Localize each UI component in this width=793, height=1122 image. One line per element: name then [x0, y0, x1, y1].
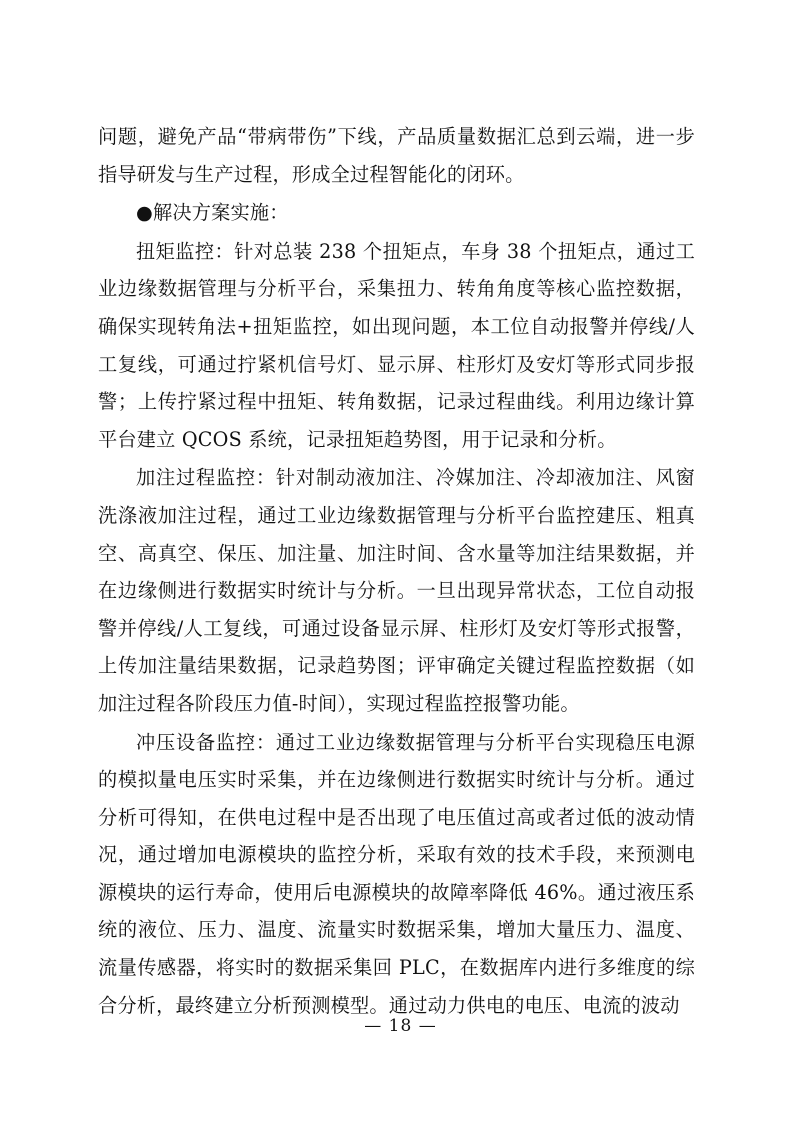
- paragraph-torque-monitoring: 扭矩监控：针对总装 238 个扭矩点，车身 38 个扭矩点，通过工业边缘数据管理与分析平台，采集扭力、转角角度等核心监控数据，确保实现转角法+扭矩监控，如出现问题，本工位自动报警并停线/人工复线，可通过拧紧机信号灯、显示屏、柱形灯及安灯等形式同步报警；上传拧紧过程中扭矩、转角数据，记录过程曲线。利用边缘计算平台建立 QCOS 系统，记录扭矩趋势图，用于记录和分析。: [98, 239, 695, 451]
- paragraph-stamping-equipment-monitoring: 冲压设备监控：通过工业边缘数据管理与分析平台实现稳压电源的模拟量电压实时采集，并在边缘侧进行数据实时统计与分析。通过分析可得知，在供电过程中是否出现了电压值过高或者过低的波动情况，通过增加电源模块的监控分析，采取有效的技术手段，来预测电源模块的运行寿命，使用后电源模块的故障率降低 46%。通过液压系统的液位、压力、温度、流量实时数据采集，增加大量压力、温度、流量传感器，将实时的数据采集回 PLC，在数据库内进行多维度的综合分析，最终建立分析预测模型。通过动力供电的电压、电流的波动: [98, 730, 695, 1017]
- paragraph-continuation: 问题，避免产品“带病带伤”下线，产品质量数据汇总到云端，进一步指导研发与生产过程，形成全过程智能化的闭环。: [98, 125, 695, 186]
- paragraph-filling-process-monitoring: 加注过程监控：针对制动液加注、冷媒加注、冷却液加注、风窗洗涤液加注过程，通过工业边缘数据管理与分析平台监控建压、粗真空、高真空、保压、加注量、加注时间、含水量等加注结果数据，并在边缘侧进行数据实时统计与分析。一旦出现异常状态，工位自动报警并停线/人工复线，可通过设备显示屏、柱形灯及安灯等形式报警，上传加注量结果数据，记录趋势图；评审确定关键过程监控数据（如加注过程各阶段压力值-时间），实现过程监控报警功能。: [98, 466, 695, 715]
- page-footer: [0, 1016, 793, 1036]
- page-number: — 18 —: [364, 1016, 437, 1036]
- document-body: [98, 118, 695, 1024]
- paragraph-bullet-heading: ●解决方案实施：: [136, 201, 289, 225]
